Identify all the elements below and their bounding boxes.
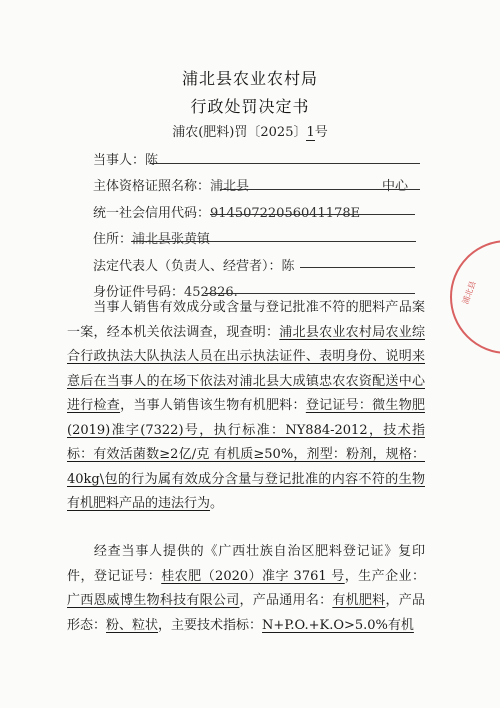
address-label: 住所：	[93, 232, 133, 247]
party-value: 陈	[145, 153, 159, 168]
doc-no-suffix: 号	[314, 125, 328, 140]
qualification-value-suffix: 中心	[382, 179, 409, 194]
p1-seg-2: ，当事人销售该生物有机肥料：	[120, 398, 306, 413]
address-underline	[131, 241, 416, 242]
legal-rep-row	[93, 255, 295, 274]
p2-seg-6: ，产品形态：	[67, 593, 425, 633]
doc-no-prefix: 浦农(肥料)罚〔2025〕	[172, 125, 307, 140]
p2-seg-7: 粉、粒状	[106, 617, 159, 633]
legal-rep-value: 陈	[281, 259, 295, 274]
p2-seg-9: N+P.O.+K.O>5.0%有机	[262, 617, 414, 633]
p1-seg-1: 浦北县农业农村局农业综合行政执法大队执法人员在出示执法证件、表明身份、说明来意后在当事人的在场下依法对浦北县大成镇忠农农资配送中心进行检查	[67, 324, 425, 413]
p2-seg-1: 桂农肥（2020）准字 3761 号	[161, 568, 345, 584]
p2-seg-2: ，生产企业：	[344, 568, 425, 584]
qualification-row	[93, 175, 249, 194]
party-label: 当事人：	[93, 153, 146, 168]
p2-seg-4: ，产品通用名：	[239, 593, 333, 608]
official-seal	[450, 240, 500, 354]
p2-seg-5: 有机肥料	[332, 593, 386, 608]
id-underline	[205, 293, 415, 294]
p1-seg-0: 当事人销售有效成分或含量与登记批准不符的肥料产品案一案，经本机关依法调查，现查明：	[67, 300, 425, 340]
evidence-paragraph	[67, 540, 425, 638]
credit-code-value: 91450722056041178E	[210, 206, 361, 221]
qualification-underline	[220, 189, 420, 190]
p1-seg-3: 登记证号：微生物肥(2019)准字(7322)号，执行标准：NY884-2012，技术指标：有效活菌数≥2亿/克 有机质≥50%，剂型：粉剂，规格：40kg\包的行为属有效成分含量与登记批准的内容不符的生物有机肥料产品的违法行为	[67, 398, 425, 511]
document-title: 行政处罚决定书	[190, 97, 310, 116]
doc-no-number: 1	[306, 125, 315, 140]
p2-seg-8: ，主要技术指标：	[158, 617, 263, 633]
legal-rep-label: 法定代表人（负责人、经营者）：	[93, 259, 282, 274]
party-underline	[150, 163, 420, 164]
id-label: 身份证件号码：	[93, 285, 185, 300]
address-row	[93, 228, 210, 247]
credit-code-label: 统一社会信用代码：	[93, 206, 211, 221]
document-number	[0, 121, 500, 140]
id-value: 452826.	[184, 285, 238, 300]
credit-code-underline	[210, 214, 415, 215]
qualification-value: 浦北县	[210, 179, 250, 194]
legal-rep-underline	[300, 267, 415, 268]
p2-seg-0: 经查当事人提供的《广西壮族自治区肥料登记证》复印件，登记证号：	[67, 544, 425, 584]
finding-paragraph	[67, 296, 425, 517]
seal-text: 浦北县	[460, 279, 478, 306]
qualification-label: 主体资格证照名称：	[93, 179, 211, 194]
party-row	[93, 149, 158, 168]
credit-code-row	[93, 202, 360, 221]
p2-seg-3: 广西恩威博生物科技有限公司	[67, 593, 240, 608]
p1-seg-4: 。	[210, 496, 224, 511]
address-value: 浦北县张黄镇	[132, 232, 211, 247]
org-title: 浦北县农业农村局	[181, 69, 318, 88]
